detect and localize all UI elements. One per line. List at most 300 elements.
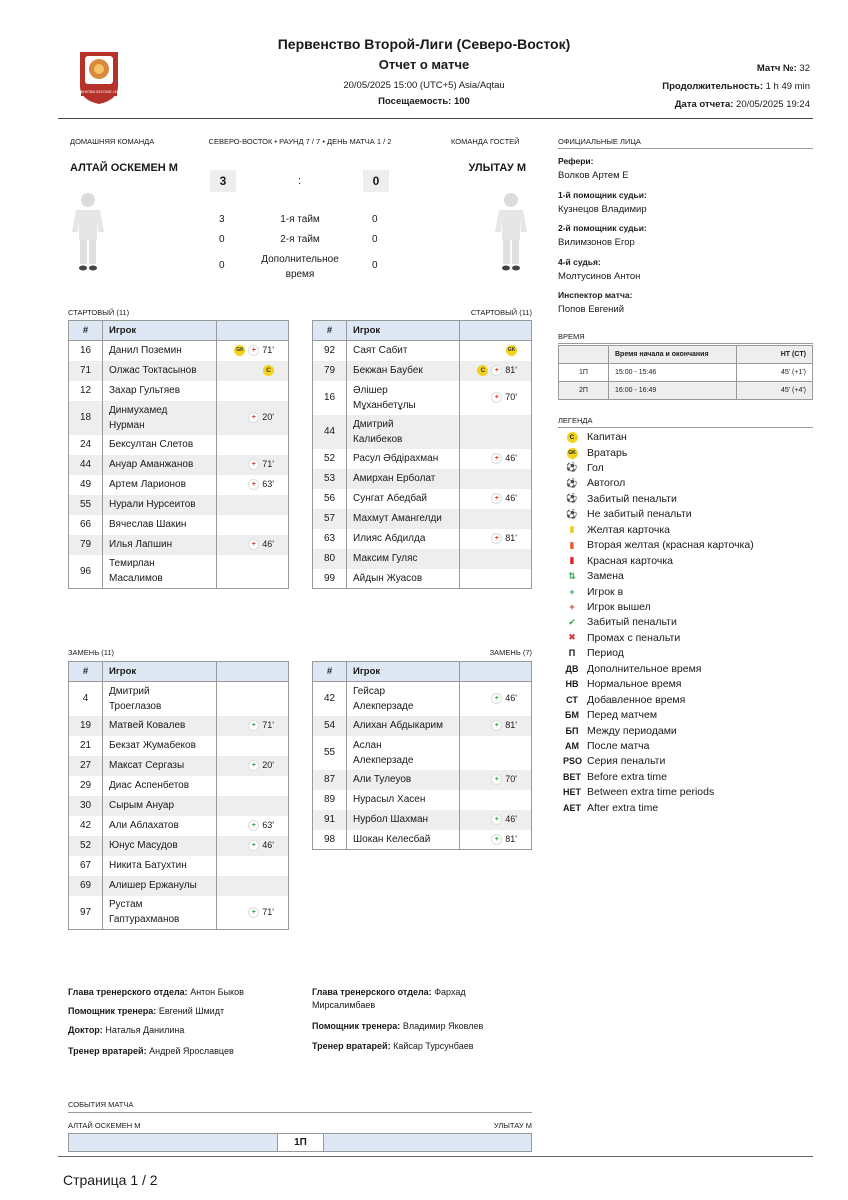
sub-minute: 63' xyxy=(262,479,274,489)
score-separator: : xyxy=(298,175,302,187)
events-bar xyxy=(68,1133,532,1152)
sub-minute: 71' xyxy=(262,345,274,356)
player-name: Алихан Абдыкарим xyxy=(347,716,460,736)
player-number: 55 xyxy=(69,495,103,515)
legend-symbol: BET xyxy=(563,771,581,782)
table-row xyxy=(69,836,289,856)
player-number: 4 xyxy=(69,682,103,716)
legend-symbol: + xyxy=(569,601,575,612)
player-in-icon: + xyxy=(491,834,502,845)
legend-label: Before extra time xyxy=(587,770,667,783)
legend-symbol: ▮ xyxy=(569,555,575,566)
player-number: 30 xyxy=(69,796,103,816)
col-event-header xyxy=(460,662,532,682)
table-row xyxy=(69,341,289,361)
player-events xyxy=(217,495,289,515)
player-number: 91 xyxy=(313,810,347,830)
player-events xyxy=(460,341,532,361)
table-row xyxy=(313,830,532,850)
player-name xyxy=(103,401,217,435)
player-name: Нурасыл Хасен xyxy=(347,790,460,810)
col-num-header: # xyxy=(69,662,103,682)
legend-item xyxy=(563,663,702,675)
legend-label: Между периодами xyxy=(587,724,677,737)
footer-divider xyxy=(58,1156,813,1157)
table-row xyxy=(69,816,289,836)
legend-label: Нормальное время xyxy=(587,678,682,691)
player-events xyxy=(217,515,289,535)
player-number: 56 xyxy=(313,489,347,509)
between-periods-abbr xyxy=(563,726,581,736)
extra-time-abbr xyxy=(563,664,581,674)
player-out-icon: + xyxy=(491,392,502,403)
player-in-icon: + xyxy=(248,907,259,918)
legend-label: Перед матчем xyxy=(587,709,658,722)
player-name: Матвей Ковалев xyxy=(103,716,217,736)
player-events xyxy=(217,896,289,930)
home-kit-icon xyxy=(70,190,106,279)
time-col-range: Время начала и окончания xyxy=(609,346,737,364)
legend-item xyxy=(563,802,658,814)
official-role: Инспектор матча: xyxy=(558,290,633,300)
legend-label: Не забитый пенальти xyxy=(587,508,692,521)
player-events xyxy=(217,776,289,796)
player-out-icon: + xyxy=(248,345,259,356)
official-role: Рефери: xyxy=(558,156,594,166)
player-number: 24 xyxy=(69,435,103,455)
time-col-ht: HT (CT) xyxy=(737,346,813,364)
player-out-icon: + xyxy=(491,533,502,544)
staff-entry xyxy=(68,1045,268,1058)
table-row xyxy=(69,756,289,776)
player-name: Ануар Аманжанов xyxy=(103,455,217,475)
legend-label: Дополнительное время xyxy=(587,662,702,675)
period-abbr xyxy=(563,648,581,658)
player-events xyxy=(217,682,289,716)
player-name-text: Дмитрий Троеглазов xyxy=(109,685,162,712)
legend-item xyxy=(563,462,604,474)
legend-symbol: ✖ xyxy=(568,632,576,643)
player-events xyxy=(217,475,289,495)
legend-caption: ЛЕГЕНДА xyxy=(558,416,593,425)
sub-minute: 46' xyxy=(505,453,517,463)
official-name: Вилимзонов Егор xyxy=(558,237,635,248)
legend-symbol: БП xyxy=(565,725,579,736)
round-info: СЕВЕРО-ВОСТОК • РАУНД 7 / 7 • ДЕНЬ МАТЧА 1 / 2 xyxy=(208,137,392,146)
player-name: Артем Ларионов xyxy=(103,475,217,495)
svg-text:KAZAKHSTAN SECOND LEAGUE: KAZAKHSTAN SECOND LEAGUE xyxy=(70,90,128,94)
player-number: 55 xyxy=(313,736,347,770)
events-home-team: АЛТАЙ ОСКЕМЕН М xyxy=(68,1121,141,1130)
pso-abbr xyxy=(563,756,581,766)
player-in-icon: + xyxy=(248,820,259,831)
table-row xyxy=(313,569,532,589)
legend-symbol: НВ xyxy=(565,679,579,690)
player-number: 44 xyxy=(69,455,103,475)
period2-away: 0 xyxy=(372,234,378,245)
player-events xyxy=(217,736,289,756)
legend-item xyxy=(563,508,692,520)
player-out-icon: + xyxy=(491,493,502,504)
legend-symbol: ✔ xyxy=(568,616,576,627)
official-name: Кузнецов Владимир xyxy=(558,203,647,215)
player-name xyxy=(347,682,460,716)
table-row xyxy=(69,361,289,381)
extra-away: 0 xyxy=(372,260,378,271)
legend-label: Игрок в xyxy=(587,585,624,598)
home-starting-table xyxy=(68,320,289,589)
match-number: Матч №: 32 xyxy=(756,63,810,74)
legend-label: Промах с пенальти xyxy=(587,631,681,644)
col-player-header: Игрок xyxy=(347,321,460,341)
player-number: 79 xyxy=(69,535,103,555)
aet-abbr xyxy=(563,803,581,813)
player-events xyxy=(460,716,532,736)
legend-item xyxy=(563,740,649,752)
sub-minute: 70' xyxy=(505,774,517,784)
table-row xyxy=(313,449,532,469)
player-out-icon: + xyxy=(491,365,502,376)
col-event-header xyxy=(460,321,532,341)
legend-label: Автогол xyxy=(587,477,626,490)
player-events xyxy=(217,555,289,589)
player-out-icon: + xyxy=(248,412,259,423)
col-num-header: # xyxy=(313,321,347,341)
penalty-scored-icon xyxy=(563,493,581,504)
legend-symbol: ДВ xyxy=(565,663,579,674)
player-name: Вячеслав Шакин xyxy=(103,515,217,535)
player-number: 97 xyxy=(69,896,103,930)
time-ht: 45' (+1') xyxy=(737,364,813,382)
staff-role: Глава тренерского отдела: xyxy=(312,987,432,997)
staff-entry xyxy=(68,1024,268,1037)
away-subs-caption: ЗАМЕНЬ (7) xyxy=(489,648,532,657)
legend-item xyxy=(563,616,677,628)
table-row xyxy=(313,341,532,361)
col-player-header: Игрок xyxy=(103,662,217,682)
table-row xyxy=(69,796,289,816)
player-events xyxy=(217,361,289,381)
player-events xyxy=(217,381,289,401)
sub-minute: 70' xyxy=(505,392,517,402)
official-role: 4-й судья: xyxy=(558,256,601,267)
home-score: 3 xyxy=(210,170,236,192)
away-kit-icon xyxy=(493,190,529,279)
player-name: Айдын Жуасов xyxy=(347,569,460,589)
table-row xyxy=(313,509,532,529)
own-goal-icon xyxy=(563,478,581,489)
penalty-check-icon xyxy=(563,617,581,628)
legend-symbol: + xyxy=(569,586,575,597)
header-divider xyxy=(58,118,813,119)
player-name: Махмут Амангелди xyxy=(347,509,460,529)
staff-name: Фархад Мирсалимбаев xyxy=(312,987,466,1010)
legend-symbol: СТ xyxy=(566,694,578,705)
player-events xyxy=(460,469,532,489)
legend-divider xyxy=(558,427,813,428)
table-row xyxy=(313,770,532,790)
player-events xyxy=(217,816,289,836)
player-in-icon: + xyxy=(491,720,502,731)
staff-role: Тренер вратарей: xyxy=(312,1041,391,1051)
official-name: Попов Евгений xyxy=(558,304,625,315)
table-row xyxy=(69,455,289,475)
staff-name: Кайсар Турсунбаев xyxy=(393,1041,474,1051)
player-name: Нурали Нурсеитов xyxy=(103,495,217,515)
player-name: Саят Сабит xyxy=(347,341,460,361)
time-row xyxy=(559,382,813,400)
legend-label: Период xyxy=(587,647,624,660)
added-time-abbr xyxy=(563,695,581,705)
player-name: Сунгат Абедбай xyxy=(347,489,460,509)
staff-role: Помощник тренера: xyxy=(312,1021,401,1031)
legend-symbol: HET xyxy=(563,787,581,798)
sub-minute: 46' xyxy=(262,539,274,549)
player-number: 87 xyxy=(313,770,347,790)
report-subtitle: Отчет о матче xyxy=(378,57,470,72)
after-match-abbr xyxy=(563,741,581,751)
legend-symbol: БМ xyxy=(565,710,579,721)
legend-item xyxy=(563,524,670,536)
legend-symbol: ⇅ xyxy=(568,570,576,581)
player-in-icon: + xyxy=(248,760,259,771)
events-period: 1П xyxy=(277,1133,324,1152)
col-player-header: Игрок xyxy=(103,321,217,341)
player-number: 18 xyxy=(69,401,103,435)
time-period: 2П xyxy=(559,382,609,400)
player-name: Юнус Масудов xyxy=(103,836,217,856)
player-name: Максим Гуляс xyxy=(347,549,460,569)
legend-item xyxy=(563,771,667,783)
table-row xyxy=(69,495,289,515)
period1-away: 0 xyxy=(372,214,378,225)
report-date: Дата отчета: 20/05/2025 19:24 xyxy=(674,99,810,110)
table-row xyxy=(69,776,289,796)
table-row xyxy=(313,415,532,449)
player-name: Алишер Ержанулы xyxy=(103,876,217,896)
time-range: 15:00 - 15:46 xyxy=(609,364,737,382)
table-row xyxy=(69,856,289,876)
legend-label: Добавленное время xyxy=(587,693,686,706)
player-name-text: Әлішер Мұханбетұлы xyxy=(353,384,416,411)
sub-minute: 63' xyxy=(262,820,274,830)
duration: Продолжительность: 1 h 49 min xyxy=(662,81,810,92)
table-row xyxy=(69,716,289,736)
player-in-icon xyxy=(563,587,581,597)
legend-item xyxy=(563,539,754,551)
player-number: 52 xyxy=(313,449,347,469)
table-row xyxy=(313,716,532,736)
sub-minute: 46' xyxy=(505,493,517,503)
legend-label: Забитый пенальти xyxy=(587,616,677,629)
staff-name: Андрей Ярославцев xyxy=(149,1046,234,1056)
player-events xyxy=(460,810,532,830)
sub-minute: 20' xyxy=(262,412,274,422)
player-events xyxy=(460,415,532,449)
player-events xyxy=(460,489,532,509)
sub-minute: 81' xyxy=(505,533,517,543)
staff-entry xyxy=(312,986,512,1012)
player-events xyxy=(460,736,532,770)
staff-entry xyxy=(312,1020,512,1033)
legend-label: После матча xyxy=(587,740,650,752)
player-events xyxy=(217,756,289,776)
table-row xyxy=(69,381,289,401)
second-yellow-icon xyxy=(563,540,581,551)
player-number: 92 xyxy=(313,341,347,361)
player-number: 27 xyxy=(69,756,103,776)
away-caption: КОМАНДА ГОСТЕЙ xyxy=(451,137,520,146)
legend-label: Вратарь xyxy=(587,446,628,459)
player-in-icon: + xyxy=(248,840,259,851)
player-in-icon: + xyxy=(491,774,502,785)
legend-item xyxy=(563,477,625,489)
sub-minute: 20' xyxy=(262,760,274,770)
player-name: Захар Гультяев xyxy=(103,381,217,401)
player-name: Илияс Абдилда xyxy=(347,529,460,549)
officials-caption: ОФИЦИАЛЬНЫЕ ЛИЦА xyxy=(558,137,641,146)
legend-item xyxy=(563,755,665,767)
player-name-text: Динмухамед Нурман xyxy=(109,404,168,431)
legend-item xyxy=(563,694,685,706)
staff-name: Наталья Данилина xyxy=(105,1025,185,1035)
player-events xyxy=(217,435,289,455)
het-abbr xyxy=(563,787,581,797)
table-row xyxy=(313,469,532,489)
player-number: 96 xyxy=(69,555,103,589)
legend-symbol: ⚽ xyxy=(566,508,578,519)
staff-name: Евгений Шмидт xyxy=(158,1006,225,1016)
events-divider xyxy=(68,1112,532,1113)
player-events xyxy=(460,682,532,716)
legend-label: Желтая карточка xyxy=(587,523,671,536)
player-number: 71 xyxy=(69,361,103,381)
substitution-icon xyxy=(563,571,581,582)
legend-symbol: ⚽ xyxy=(566,462,578,473)
legend-symbol: PSO xyxy=(563,756,583,767)
staff-entry xyxy=(312,1040,512,1053)
legend-item xyxy=(563,678,681,690)
table-row xyxy=(313,736,532,770)
match-date: 20/05/2025 15:00 (UTC+5) Asia/Aqtau xyxy=(343,80,505,91)
col-num-header: # xyxy=(313,662,347,682)
official-role: 1-й помощник судьи: xyxy=(558,189,647,200)
player-events xyxy=(460,381,532,415)
sub-minute: 71' xyxy=(262,459,274,469)
player-number: 63 xyxy=(313,529,347,549)
player-in-icon: + xyxy=(248,720,259,731)
player-name-text: Темирлан Масалимов xyxy=(109,558,163,585)
player-name: Илья Лапшин xyxy=(103,535,217,555)
goal-icon xyxy=(563,462,581,473)
legend-symbol: АМ xyxy=(565,741,579,751)
player-name xyxy=(103,682,217,716)
staff-entry xyxy=(68,1005,268,1018)
table-row xyxy=(313,810,532,830)
table-row xyxy=(69,535,289,555)
time-range: 16:00 - 16:49 xyxy=(609,382,737,400)
player-name: Сырым Ануар xyxy=(103,796,217,816)
player-events xyxy=(217,401,289,435)
player-name: Олжас Токтасынов xyxy=(103,361,217,381)
player-name: Али Тулеуов xyxy=(347,770,460,790)
player-events xyxy=(217,341,289,361)
home-subs-table xyxy=(68,661,289,930)
player-name xyxy=(103,555,217,589)
table-row xyxy=(69,475,289,495)
legend-symbol: ▮ xyxy=(569,524,575,535)
page-number: Страница 1 / 2 xyxy=(63,1172,158,1188)
player-number: 42 xyxy=(313,682,347,716)
legend-label: Between extra time periods xyxy=(587,786,715,799)
player-number: 89 xyxy=(313,790,347,810)
player-name xyxy=(347,415,460,449)
sub-minute: 81' xyxy=(505,833,517,844)
player-events xyxy=(460,449,532,469)
col-player-header: Игрок xyxy=(347,662,460,682)
period2-home: 0 xyxy=(219,234,225,245)
official-role: 2-й помощник судьи: xyxy=(558,223,647,233)
legend-item xyxy=(563,493,677,505)
player-number: 69 xyxy=(69,876,103,896)
player-events xyxy=(460,509,532,529)
player-events xyxy=(460,569,532,589)
player-number: 16 xyxy=(69,341,103,361)
home-starting-caption: СТАРТОВЫЙ (11) xyxy=(68,308,130,317)
period2-label: 2-я тайм xyxy=(280,234,320,245)
sub-minute: 71' xyxy=(262,720,274,730)
player-name: Бекжан Баубек xyxy=(347,361,460,381)
time-row xyxy=(559,364,813,382)
player-name: Али Аблахатов xyxy=(103,816,217,836)
legend-item xyxy=(563,632,680,644)
player-events xyxy=(217,836,289,856)
legend-symbol: ⚽ xyxy=(566,493,578,504)
time-divider xyxy=(558,343,813,344)
goalkeeper-icon xyxy=(563,446,581,459)
events-caption: СОБЫТИЯ МАТЧА xyxy=(68,1100,134,1109)
captain-icon xyxy=(563,431,581,443)
legend-item xyxy=(563,570,624,582)
player-name-text: Дмитрий Калибеков xyxy=(353,418,403,445)
before-match-abbr xyxy=(563,710,581,720)
table-row xyxy=(313,549,532,569)
table-row xyxy=(69,896,289,930)
table-row xyxy=(69,435,289,455)
staff-name: Владимир Яковлев xyxy=(402,1021,484,1031)
player-events xyxy=(460,361,532,381)
player-name: Максат Сергазы xyxy=(103,756,217,776)
player-events xyxy=(217,796,289,816)
period1-label: 1-я тайм xyxy=(280,214,320,225)
col-event-header xyxy=(217,321,289,341)
away-subs-table xyxy=(312,661,532,850)
staff-role: Доктор: xyxy=(68,1025,103,1035)
sub-minute: 46' xyxy=(262,840,274,850)
staff-name: Антон Быков xyxy=(190,987,244,997)
player-name xyxy=(347,381,460,415)
table-row xyxy=(313,790,532,810)
table-row xyxy=(313,489,532,509)
player-events xyxy=(217,856,289,876)
col-event-header xyxy=(217,662,289,682)
away-team-name: УЛЫТАУ М xyxy=(468,162,526,174)
legend-symbol: C xyxy=(567,432,578,443)
legend-symbol: AET xyxy=(563,802,581,813)
penalty-missed-icon xyxy=(563,509,581,520)
player-name: Бексултан Слетов xyxy=(103,435,217,455)
player-number: 21 xyxy=(69,736,103,756)
